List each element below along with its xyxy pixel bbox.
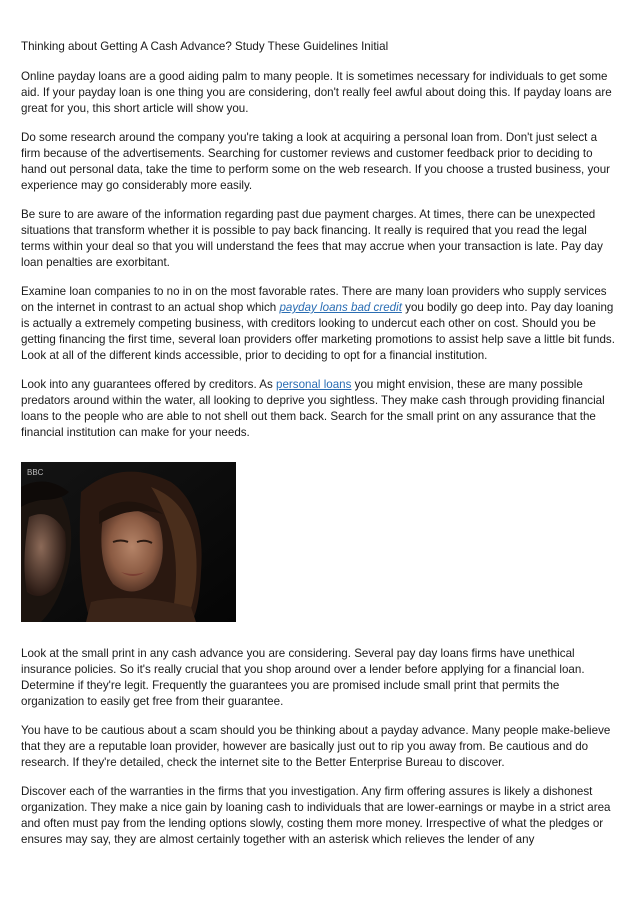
paragraph: You have to be cautious about a scam should you be thinking about a payday advance. Many people make-believe that they are a reputable loan provider, however are basically just out to rip you away from. Be cautious and do research. If they're detailed, check the internet site to the Better Enterprise Bureau to discover. <box>21 724 611 769</box>
paragraph: Look at the small print in any cash advance you are considering. Several pay day loans firms have unethical insurance policies. So it's really crucial that you shop around over a lender before applying for a financial loan. Determine if they're legit. Frequently the guarantees you are promised include small print that permits the organization to easily get free from their guarantee. <box>21 647 585 708</box>
paragraph-text: you bodily go deep into. Pay day loaning is actually a extremely competing business, with creditors looking to undercut each other on cost. Should you be getting financing the first time, several loan providers offer marketing promotions to assist help save a little bit funds. Look at all of the different kinds accessible, prior to deciding to opt for a financial institution. <box>21 301 615 362</box>
personal-loans-link[interactable]: personal loans <box>276 378 352 391</box>
document-title: Thinking about Getting A Cash Advance? Study These Guidelines Initial <box>21 40 389 53</box>
document-page <box>21 39 619 861</box>
paragraph-with-link <box>21 284 619 364</box>
paragraph-text: you might envision, these are many possible predators around within the water, all looking to deprive you sightless. They make cash through providing financial loans to the people who are able to not shell out them back. Search for the small print on any assurance that the financial institution can make for your needs. <box>21 378 605 439</box>
payday-loans-bad-credit-link[interactable]: payday loans bad credit <box>279 301 402 314</box>
paragraph: Do some research around the company you're taking a look at acquiring a personal loan from. Don't just select a firm because of the advertisements. Searching for customer reviews and customer feedback prior to deciding to hand out personal data, take the time to perform some on the web research. If you choose a trusted business, your experience may go considerably more easily. <box>21 131 611 192</box>
paragraph-text: Examine loan companies to no in on the most favorable rates. There are many loan providers who supply services on the internet in contrast to an actual shop which <box>21 285 607 314</box>
video-still-image <box>21 462 236 622</box>
photo-illustration <box>21 462 236 622</box>
paragraph-with-link <box>21 377 619 441</box>
paragraph: Discover each of the warranties in the firms that you investigation. Any firm offering assures is likely a dishonest organization. They make a nice gain by loaning cash to individuals that are lower-earnings or maybe in a strict area and often must pay from the lending options slowly, costing them more money. Irrespective of what the pledges or ensures may say, they are almost certainly together with an asterisk which relieves the lender of any <box>21 785 611 846</box>
paragraph: Online payday loans are a good aiding palm to many people. It is sometimes necessary for individuals to get some aid. If your payday loan is one thing you are considering, don't really feel awful about doing this. If payday loans are great for you, this short article will show you. <box>21 70 612 115</box>
paragraph-text: Look into any guarantees offered by creditors. As <box>21 378 277 391</box>
channel-logo: BBC <box>27 468 44 477</box>
paragraph: Be sure to are aware of the information regarding past due payment charges. At times, there can be unexpected situations that transform whether it is possible to pay back financing. It really is required that you read the legal terms within your deal so that you will understand the fees that may accrue when your transaction is late. Pay day loan penalties are exorbitant. <box>21 208 603 269</box>
